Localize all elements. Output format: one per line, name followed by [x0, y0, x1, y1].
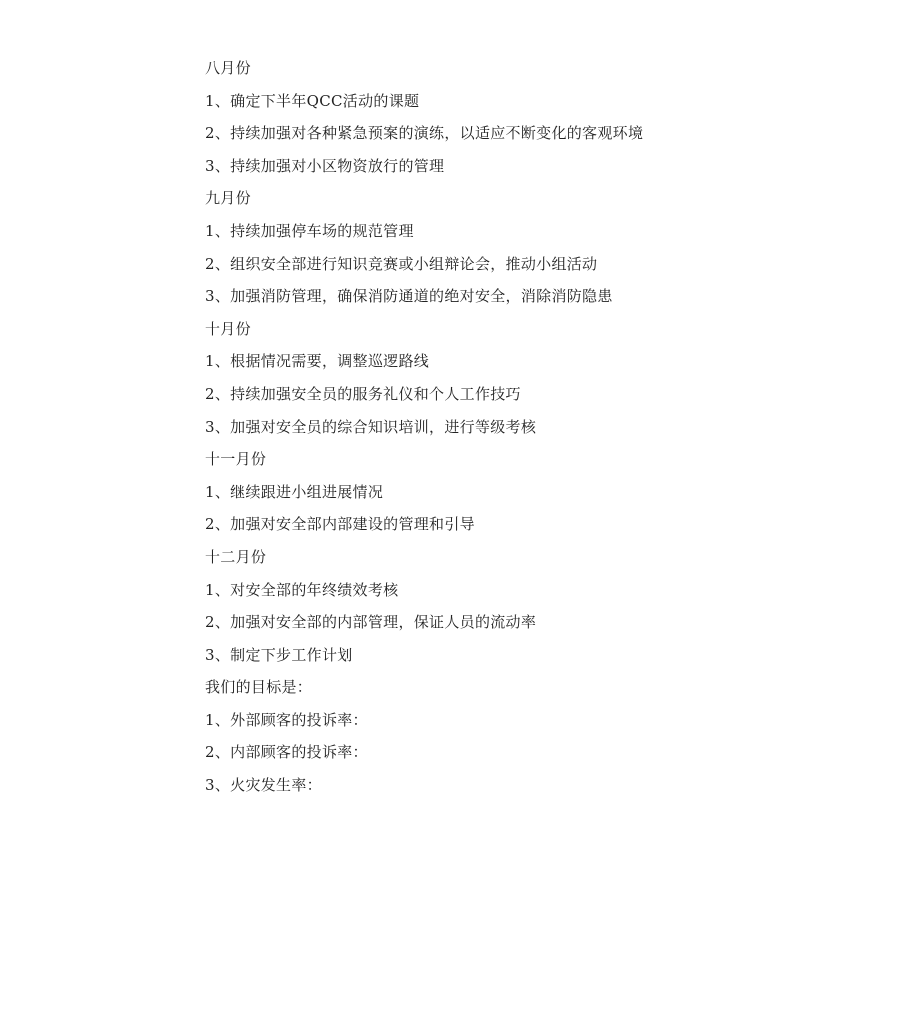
list-item: 2、加强对安全部的内部管理，保证人员的流动率	[205, 613, 537, 632]
document-body	[205, 52, 885, 802]
list-item: 1、对安全部的年终绩效考核	[205, 580, 399, 599]
list-item: 3、持续加强对小区物资放行的管理	[205, 156, 445, 175]
list-item: 2、持续加强安全员的服务礼仪和个人工作技巧	[205, 384, 521, 403]
list-item: 2、内部顾客的投诉率：	[205, 743, 368, 762]
list-item: 1、外部顾客的投诉率：	[205, 710, 368, 729]
section-heading-october: 十月份	[205, 319, 251, 338]
list-item: 1、根据情况需要，调整巡逻路线	[205, 352, 430, 371]
list-item: 2、加强对安全部内部建设的管理和引导	[205, 515, 475, 534]
list-item: 2、持续加强对各种紧急预案的演练，以适应不断变化的客观环境	[205, 124, 644, 143]
list-item: 3、加强消防管理，确保消防通道的绝对安全，消除消防隐患	[205, 287, 613, 306]
section-heading-november: 十一月份	[205, 450, 267, 469]
list-item: 2、组织安全部进行知识竞赛或小组辩论会，推动小组活动	[205, 254, 598, 273]
section-heading-september: 九月份	[205, 189, 251, 208]
list-item: 3、制定下步工作计划	[205, 645, 353, 664]
list-item: 1、确定下半年QCC活动的课题	[205, 91, 420, 110]
section-heading-goals: 我们的目标是：	[205, 678, 313, 697]
list-item: 3、火灾发生率：	[205, 776, 322, 795]
list-item: 1、持续加强停车场的规范管理	[205, 221, 414, 240]
section-heading-august: 八月份	[205, 59, 251, 77]
section-heading-december: 十二月份	[205, 547, 267, 566]
list-item: 1、继续跟进小组进展情况	[205, 482, 384, 501]
list-item: 3、加强对安全员的综合知识培训，进行等级考核	[205, 417, 537, 436]
